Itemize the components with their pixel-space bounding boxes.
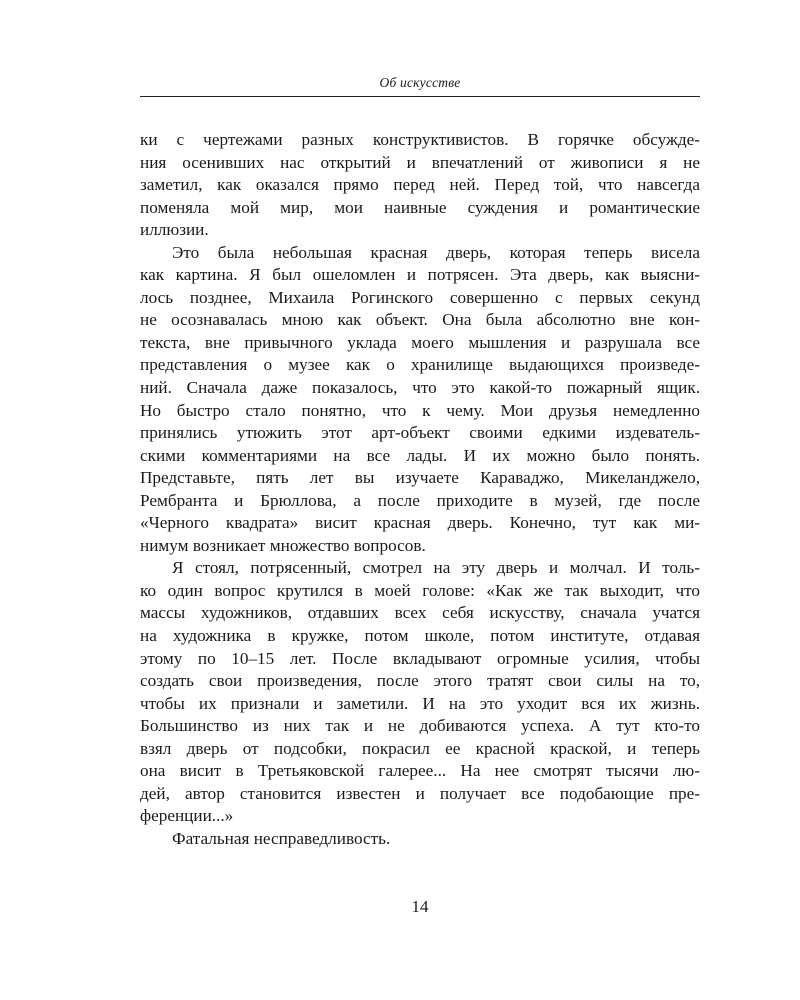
- text-line: Рембранта и Брюллова, а после приходите в музей, где после: [140, 490, 700, 510]
- text-line: Я стоял, потрясенный, смотрел на эту дверь и молчал. И толь-: [172, 558, 700, 578]
- body-text: [140, 129, 700, 851]
- text-line: Большинство из них так и не добиваются успеха. А тут кто-то: [140, 716, 700, 736]
- text-line: «Черного квадрата» висит красная дверь. Конечно, тут как ми-: [140, 513, 700, 533]
- text-line: она висит в Третьяковской галерее... На нее смотрят тысячи лю-: [140, 761, 700, 781]
- text-line: создать свои произведения, после этого тратят свои силы на то,: [140, 671, 700, 691]
- header-rule: [140, 96, 700, 97]
- text-line: Представьте, пять лет вы изучаете Караваджо, Микеланджело,: [140, 468, 700, 488]
- text-line: ференции...»: [140, 806, 234, 826]
- text-line: взял дверь от подсобки, покрасил ее красной краской, и теперь: [140, 738, 700, 758]
- text-line: дей, автор становится известен и получает все подобающие пре-: [140, 783, 700, 803]
- text-line: ния осенивших нас открытий и впечатлений от живописи я не: [140, 152, 700, 172]
- text-line: скими комментариями на все лады. И их можно было понять.: [140, 445, 700, 465]
- text-line: как картина. Я был ошеломлен и потрясен. Эта дверь, как выясни-: [140, 265, 700, 285]
- text-line: принялись утюжить этот арт-объект своими едкими издеватель-: [140, 423, 700, 443]
- text-line: представления о музее как о хранилище выдающихся произведе-: [140, 355, 700, 375]
- text-line: иллюзии.: [140, 220, 209, 240]
- text-line: лось позднее, Михаила Рогинского совершенно с первых секунд: [140, 287, 700, 307]
- text-line: ний. Сначала даже показалось, что это какой-то пожарный ящик.: [140, 378, 700, 398]
- text-line: ко один вопрос крутился в моей голове: «Как же так выходит, что: [140, 580, 700, 600]
- text-line: заметил, как оказался прямо перед ней. Перед той, что навсегда: [140, 175, 700, 195]
- text-line: Но быстро стало понятно, что к чему. Мои друзья немедленно: [140, 400, 700, 420]
- text-line: на художника в кружке, потом школе, потом институте, отдавая: [140, 626, 700, 646]
- text-line: не осознавалась мною как объект. Она была абсолютно вне кон-: [140, 310, 700, 330]
- text-line: чтобы их признали и заметили. И на это уходит вся их жизнь.: [140, 693, 700, 713]
- text-line: массы художников, отдавших всех себя искусству, сначала учатся: [140, 603, 700, 623]
- running-head: Об искусстве: [379, 75, 461, 90]
- page-number: 14: [411, 897, 429, 916]
- text-line: этому по 10–15 лет. После вкладывают огромные усилия, чтобы: [140, 648, 700, 668]
- text-line: ки с чертежами разных конструктивистов. В горячке обсужде-: [140, 130, 700, 149]
- text-line: Фатальная несправедливость.: [172, 828, 391, 848]
- text-line: нимум возникает множество вопросов.: [140, 535, 426, 555]
- text-line: текста, вне привычного уклада моего мышления и разрушала все: [140, 332, 700, 352]
- text-line: Это была небольшая красная дверь, которая теперь висела: [172, 242, 700, 262]
- text-line: поменяла мой мир, мои наивные суждения и романтические: [140, 197, 700, 217]
